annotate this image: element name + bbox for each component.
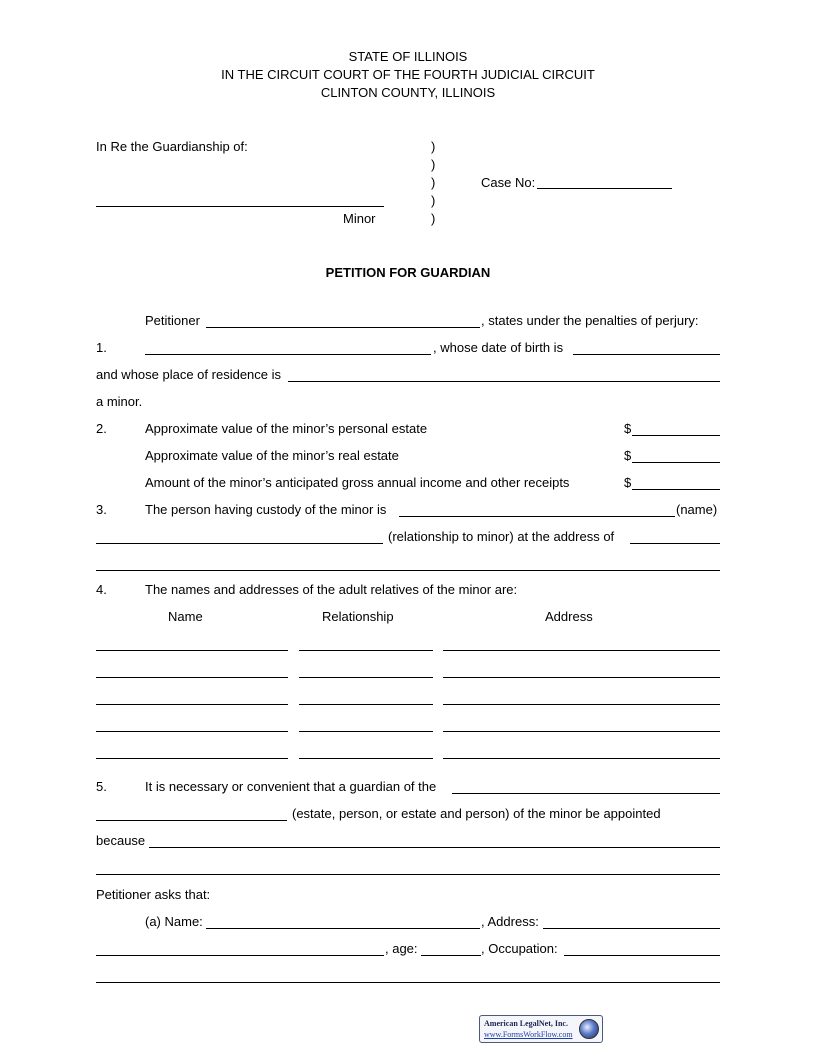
custody-address-field-2[interactable] [96, 570, 720, 571]
dollar-sign: $ [624, 421, 632, 436]
dob-field[interactable] [573, 354, 720, 355]
income-field[interactable] [632, 489, 720, 490]
relative-name-field[interactable] [96, 677, 288, 678]
guardian-name-label: (a) Name: [145, 914, 203, 929]
residence-field[interactable] [288, 381, 720, 382]
relative-relationship-field[interactable] [299, 704, 433, 705]
case-no-field[interactable] [537, 188, 672, 189]
caption-paren: ) [431, 211, 436, 226]
minor-label: Minor [343, 211, 376, 226]
relative-address-field[interactable] [443, 677, 720, 678]
relatives-label: The names and addresses of the adult relatives of the minor are: [145, 582, 518, 597]
relative-name-field[interactable] [96, 758, 288, 759]
relationship-address-label: (relationship to minor) at the address of [388, 529, 615, 544]
relative-relationship-field[interactable] [299, 758, 433, 759]
in-re-label: In Re the Guardianship of: [96, 139, 248, 154]
a-minor-text: a minor. [96, 394, 143, 409]
relative-name-field[interactable] [96, 731, 288, 732]
court-county: CLINTON COUNTY, ILLINOIS [320, 85, 496, 100]
caption-paren: ) [431, 193, 436, 208]
case-no-label: Case No: [481, 175, 536, 190]
relative-relationship-field[interactable] [299, 677, 433, 678]
relative-name-field[interactable] [96, 704, 288, 705]
real-estate-label: Approximate value of the minor’s real estate [145, 448, 399, 463]
logo-company-name: American LegalNet, Inc. [484, 1019, 568, 1028]
guardian-address-field[interactable] [543, 928, 720, 929]
custody-label: The person having custody of the minor is [145, 502, 387, 517]
item-number: 4. [96, 582, 107, 597]
page-title: PETITION FOR GUARDIAN [325, 265, 491, 280]
personal-estate-label: Approximate value of the minor’s personal estate [145, 421, 428, 436]
real-estate-field[interactable] [632, 462, 720, 463]
relative-name-field[interactable] [96, 650, 288, 651]
custody-relationship-field[interactable] [96, 543, 383, 544]
income-label: Amount of the minor’s anticipated gross annual income and other receipts [145, 475, 570, 490]
dollar-sign: $ [624, 475, 632, 490]
guardian-address-field-2[interactable] [96, 955, 384, 956]
relative-relationship-field[interactable] [299, 731, 433, 732]
guardian-age-field[interactable] [421, 955, 481, 956]
guardian-type-field-2[interactable] [96, 820, 287, 821]
guardian-extra-field[interactable] [96, 982, 720, 983]
col-relationship-header: Relationship [322, 609, 394, 624]
necessary-label: It is necessary or convenient that a guardian of the [145, 779, 437, 794]
relative-address-field[interactable] [443, 704, 720, 705]
col-name-header: Name [168, 609, 203, 624]
relative-address-field[interactable] [443, 650, 720, 651]
custody-name-field[interactable] [399, 516, 675, 517]
because-field-2[interactable] [96, 874, 720, 875]
caption-paren: ) [431, 175, 436, 190]
minor-name-field[interactable] [96, 206, 384, 207]
minor-full-name-field[interactable] [145, 354, 431, 355]
guardian-type-field[interactable] [452, 793, 720, 794]
guardian-address-label: , Address: [481, 914, 539, 929]
guardian-occupation-field[interactable] [564, 955, 720, 956]
petitioner-name-field[interactable] [206, 327, 480, 328]
custody-address-field[interactable] [630, 543, 720, 544]
personal-estate-field[interactable] [632, 435, 720, 436]
relative-relationship-field[interactable] [299, 650, 433, 651]
caption-paren: ) [431, 157, 436, 172]
american-legalnet-logo[interactable] [479, 1015, 603, 1043]
court-name: IN THE CIRCUIT COURT OF THE FOURTH JUDICIAL CIRCUIT [221, 67, 595, 82]
asks-label: Petitioner asks that: [96, 887, 211, 902]
court-state: STATE OF ILLINOIS [348, 49, 468, 64]
guardian-age-label: , age: [385, 941, 418, 956]
relative-address-field[interactable] [443, 731, 720, 732]
guardian-occupation-label: , Occupation: [481, 941, 558, 956]
dob-label: , whose date of birth is [433, 340, 564, 355]
item-number: 5. [96, 779, 107, 794]
estate-person-label: (estate, person, or estate and person) of the minor be appointed [292, 806, 661, 821]
because-label: because [96, 833, 146, 848]
because-field[interactable] [149, 847, 720, 848]
name-paren-label: (name) [676, 502, 718, 517]
guardian-name-field[interactable] [206, 928, 480, 929]
logo-url-link[interactable]: www.FormsWorkFlow.com [484, 1030, 573, 1039]
petitioner-label: Petitioner [145, 313, 200, 328]
item-number: 3. [96, 502, 107, 517]
dollar-sign: $ [624, 448, 632, 463]
penalties-text: , states under the penalties of perjury: [481, 313, 699, 328]
residence-label: and whose place of residence is [96, 367, 282, 382]
item-number: 1. [96, 340, 107, 355]
caption-paren: ) [431, 139, 436, 154]
relative-address-field[interactable] [443, 758, 720, 759]
col-address-header: Address [545, 609, 593, 624]
item-number: 2. [96, 421, 107, 436]
globe-icon [579, 1019, 599, 1039]
